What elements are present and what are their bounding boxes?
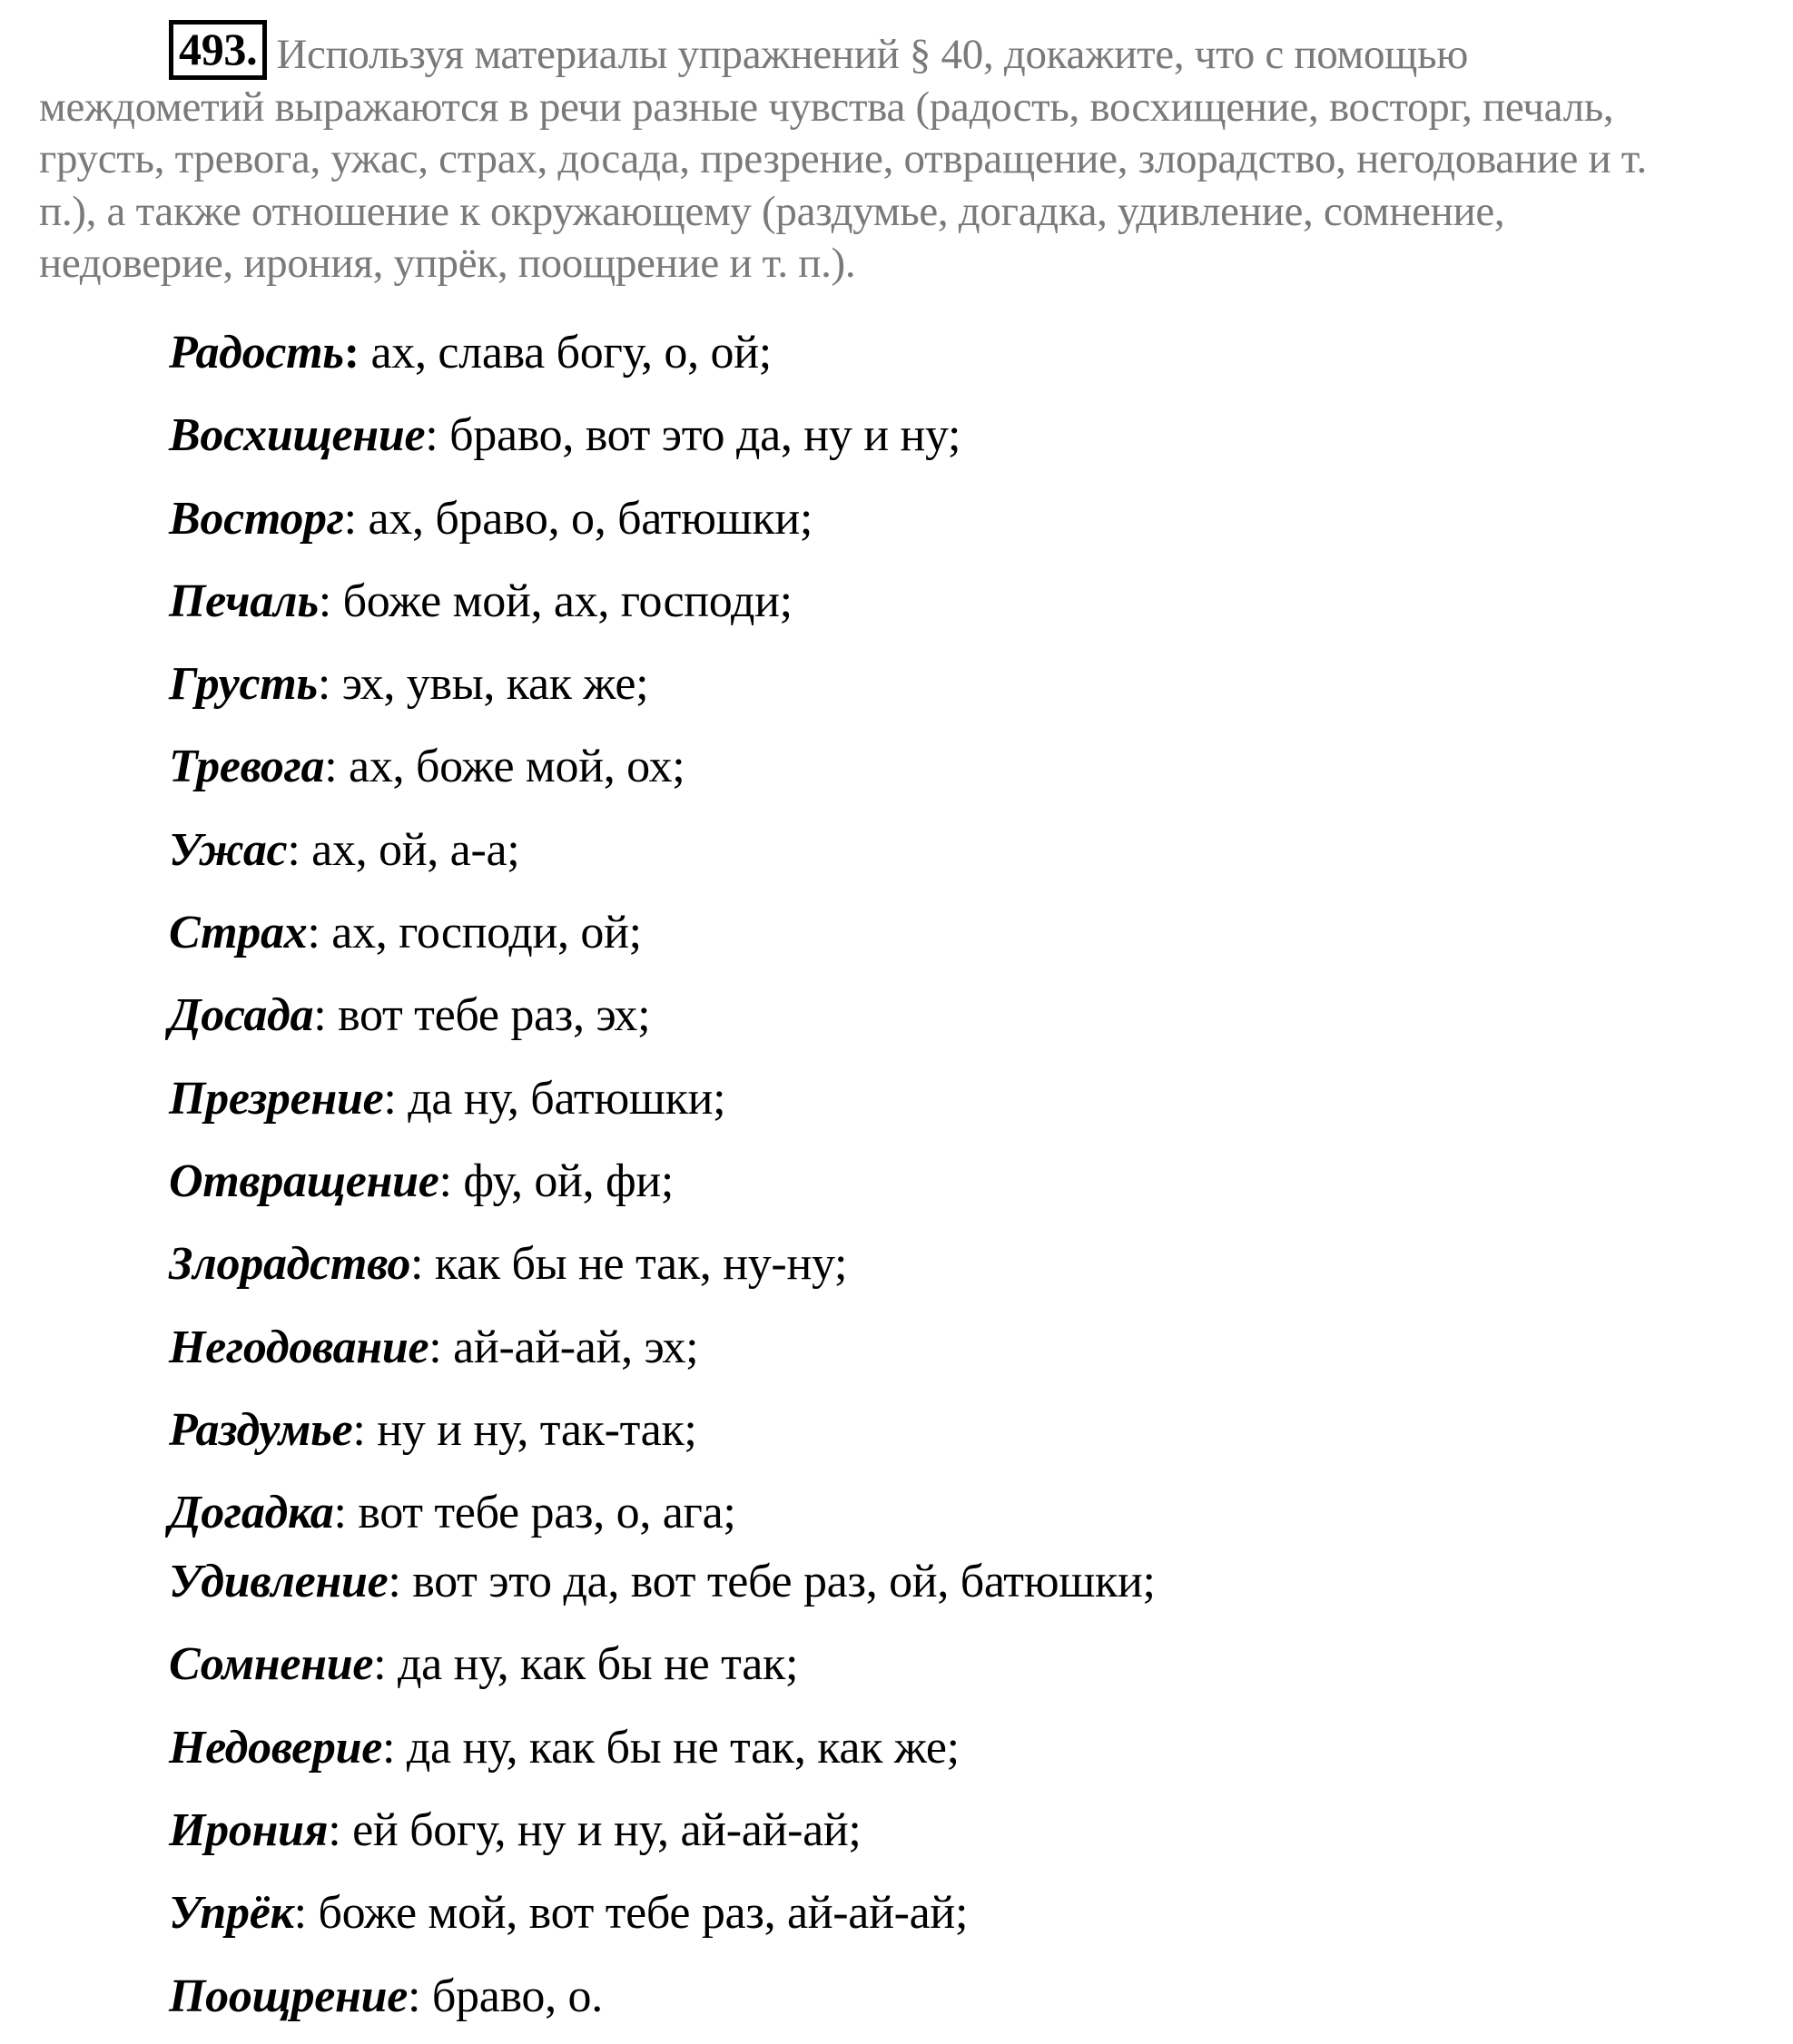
answer-entry (169, 1623, 1758, 1705)
interjections: браво, о. (420, 1970, 603, 2022)
feeling-term: Ужас (169, 823, 288, 876)
interjections: ах, ой, а-а; (300, 823, 520, 876)
colon: : (318, 575, 331, 627)
colon: : (287, 823, 300, 876)
interjections: вот это да, вот тебе раз, ой, батюшки; (400, 1556, 1156, 1608)
colon: : (324, 741, 338, 793)
interjections: вот тебе раз, эх; (326, 989, 651, 1042)
feeling-term: Страх (169, 907, 308, 959)
interjections: боже мой, вот тебе раз, ай-ай-ай; (306, 1887, 969, 1940)
colon: : (408, 1970, 421, 2022)
interjections: да ну, батюшки; (396, 1072, 726, 1125)
answer-entry (169, 809, 1758, 891)
answer-entry (169, 311, 1758, 394)
colon: : (343, 492, 357, 545)
colon: : (425, 409, 438, 462)
answer-entry (169, 1057, 1758, 1140)
answer-entry (169, 477, 1758, 560)
answer-entry (169, 1872, 1758, 1954)
answer-entry (169, 643, 1758, 725)
answer-entry (169, 1955, 1758, 2038)
interjections: вот тебе раз, о, ага; (346, 1487, 736, 1539)
interjections: ах, боже мой, ох; (337, 741, 685, 793)
interjections: да ну, как бы не так; (386, 1638, 799, 1691)
feeling-term: Тревога (169, 741, 325, 793)
interjections: боже мой, ах, господи; (330, 575, 793, 627)
colon: : (317, 658, 331, 711)
interjections: ай-ай-ай, эх; (441, 1321, 699, 1373)
answer-entry (169, 1389, 1758, 1471)
interjections: ну и ну, так-так; (365, 1403, 697, 1456)
prompt-line: недоверие, ирония, упрёк, поощрение и т. п.). (39, 240, 856, 287)
answer-entry (169, 1706, 1758, 1789)
feeling-term: Отвращение (169, 1155, 439, 1207)
exercise-prompt (39, 20, 1782, 290)
answer-entry (169, 1789, 1758, 1872)
interjections: эх, увы, как же; (330, 658, 649, 711)
interjections: фу, ой, фи; (451, 1155, 675, 1207)
interjections: как бы не так, ну-ну; (423, 1238, 848, 1291)
feeling-term: Недоверие (169, 1721, 383, 1774)
colon: : (373, 1638, 387, 1691)
answer-entry (169, 1223, 1758, 1305)
answer-entry (169, 891, 1758, 974)
exercise-number: 493. (169, 20, 267, 80)
colon: : (343, 327, 360, 378)
feeling-term: Раздумье (169, 1403, 353, 1456)
interjections: ей богу, ну и ну, ай-ай-ай; (340, 1804, 862, 1857)
colon: : (429, 1321, 442, 1373)
prompt-line: междометий выражаются в речи разные чувства (радость, восхищение, восторг, печаль, (39, 83, 1614, 131)
interjections: да ну, как бы не так, как же; (395, 1721, 960, 1774)
colon: : (333, 1487, 347, 1539)
feeling-term: Удивление (169, 1556, 389, 1608)
interjections: браво, вот это да, ну и ну; (438, 409, 961, 462)
feeling-term: Восторг (169, 492, 344, 545)
answer-list (169, 311, 1758, 2038)
prompt-line-text: Используя материалы упражнений § 40, докажите, что с помощью (276, 31, 1469, 78)
feeling-term: Восхищение (169, 409, 426, 462)
answer-entry (169, 1140, 1758, 1223)
feeling-term: Презрение (169, 1072, 384, 1125)
colon: : (383, 1072, 397, 1125)
interjections: ах, господи, ой; (320, 907, 642, 959)
colon: : (388, 1556, 401, 1608)
colon: : (293, 1887, 307, 1940)
answer-entry (169, 560, 1758, 643)
answer-entry (169, 1306, 1758, 1389)
colon: : (382, 1721, 396, 1774)
answer-entry (169, 394, 1758, 477)
colon: : (410, 1238, 424, 1291)
colon: : (313, 989, 327, 1042)
feeling-term: Догадка (169, 1487, 334, 1539)
feeling-term: Радость (169, 327, 344, 378)
feeling-term: Негодование (169, 1321, 429, 1373)
colon: : (352, 1403, 366, 1456)
colon: : (307, 907, 320, 959)
prompt-line: п.), а также отношение к окружающему (раздумье, догадка, удивление, сомнение, (39, 187, 1505, 235)
answer-entry (169, 1540, 1758, 1623)
feeling-term: Злорадство (169, 1238, 411, 1291)
answer-entry (169, 974, 1758, 1056)
feeling-term: Печаль (169, 575, 319, 627)
feeling-term: Поощрение (169, 1970, 409, 2022)
prompt-line (39, 20, 1782, 82)
answer-entry (169, 725, 1758, 808)
feeling-term: Упрёк (169, 1887, 294, 1940)
interjections: ах, слава богу, о, ой; (359, 327, 772, 378)
feeling-term: Сомнение (169, 1638, 374, 1691)
answer-entry (169, 1471, 1758, 1540)
feeling-term: Ирония (169, 1804, 329, 1857)
prompt-line: грусть, тревога, ужас, страх, досада, презрение, отвращение, злорадство, негодование и т. (39, 135, 1647, 182)
feeling-term: Грусть (169, 658, 318, 711)
feeling-term: Досада (169, 989, 314, 1042)
colon: : (438, 1155, 452, 1207)
interjections: ах, браво, о, батюшки; (356, 492, 813, 545)
colon: : (328, 1804, 341, 1857)
